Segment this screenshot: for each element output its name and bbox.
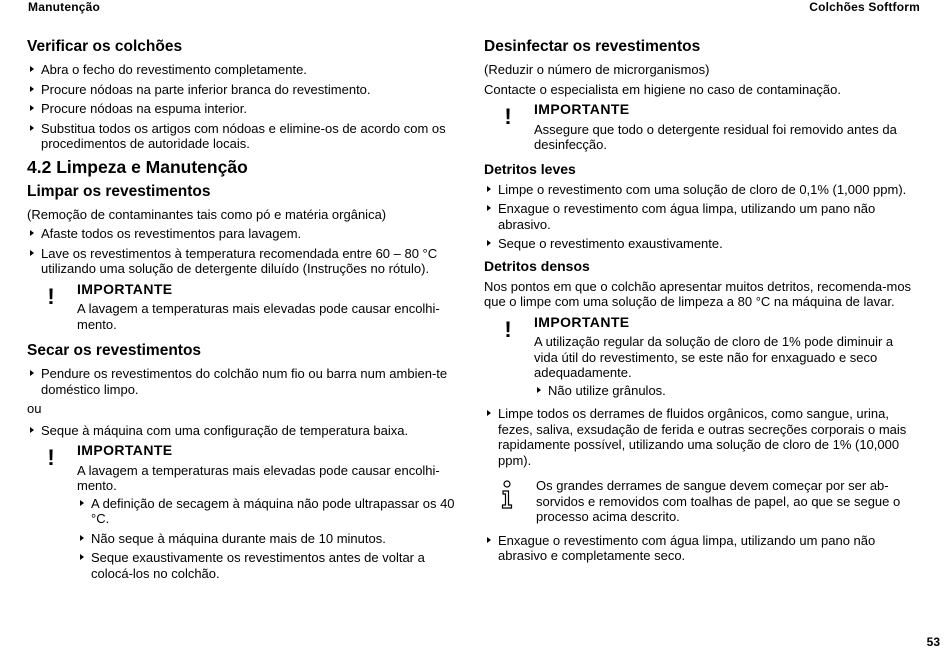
- important-note: [484, 102, 918, 153]
- right-column: [484, 38, 918, 568]
- dense-title: Detritos densos: [484, 257, 590, 274]
- left-column: [27, 38, 459, 589]
- dry-list-1: [27, 366, 459, 397]
- list-item: Seque à máquina com uma configuração de temperatura baixa.: [27, 423, 459, 439]
- list-item: Enxague o revestimento com água limpa, utilizando um pano não abrasivo.: [484, 201, 918, 232]
- clean-list: [27, 226, 459, 277]
- important-title: IMPORTANTE: [77, 280, 173, 297]
- header-right: Colchões Softform: [809, 0, 920, 14]
- warning-exclamation-icon: !: [47, 445, 55, 470]
- list-item: Pendure os revestimentos do colchão num fio ou barra num ambien-te doméstico limpo.: [27, 366, 459, 397]
- list-item: Seque o revestimento exaustivamente.: [484, 236, 918, 252]
- important-text: Assegure que todo o detergente residual foi removido antes da desinfecção.: [534, 121, 897, 152]
- important-note: [484, 315, 918, 399]
- important-text: A lavagem a temperaturas mais elevadas pode causar encolhi-mento.: [77, 301, 440, 332]
- verify-title: Verificar os colchões: [27, 38, 183, 55]
- list-item: Afaste todos os revestimentos para lavagem.: [27, 226, 459, 242]
- disinfect-title: Desinfectar os revestimentos: [484, 38, 701, 55]
- list-item: Seque exaustivamente os revestimentos antes de voltar a colocá-los no colchão.: [77, 550, 459, 581]
- info-text: Os grandes derrames de sangue devem começar por ser ab-sorvidos e removidos com toalhas de papel, ao que se segue o processo acima descrito.: [536, 478, 901, 524]
- list-item: Substitua todos os artigos com nódoas e elimine-os de acordo com os procedimentos de autoridade locais.: [27, 121, 459, 152]
- important-text: A utilização regular da solução de cloro de 1% pode diminuir a vida útil do revestimento, se este não for enxaguado e seco adequadamente.: [534, 334, 894, 380]
- list-item: Limpe o revestimento com uma solução de cloro de 0,1% (1,000 ppm).: [484, 182, 918, 198]
- list-item: Não utilize grânulos.: [534, 383, 918, 399]
- section-title: 4.2 Limpeza e Manutenção: [27, 156, 248, 177]
- verify-list: [27, 62, 459, 152]
- list-item: Lave os revestimentos à temperatura recomendada entre 60 – 80 °C utilizando uma solução de detergente diluído (Instruções no rótulo).: [27, 246, 459, 277]
- list-item: Abra o fecho do revestimento completamente.: [27, 62, 459, 78]
- clean-title: Limpar os revestimentos: [27, 182, 211, 200]
- info-note: [484, 478, 918, 525]
- fluids-list: [484, 406, 918, 468]
- dry-list-2: [27, 423, 459, 439]
- list-item: Procure nódoas na espuma interior.: [27, 101, 459, 117]
- disinfect-intro: (Reduzir o número de microrganismos): [484, 62, 710, 77]
- important-title: IMPORTANTE: [534, 101, 630, 117]
- warning-exclamation-icon: !: [504, 316, 512, 342]
- light-title: Detritos leves: [484, 160, 576, 177]
- list-item: Não seque à máquina durante mais de 10 minutos.: [77, 531, 459, 547]
- page-number: 53: [926, 635, 940, 649]
- important-title: IMPORTANTE: [77, 442, 173, 458]
- important-list: [534, 383, 918, 399]
- rinse-list: [484, 533, 918, 564]
- list-item: Limpe todos os derrames de fluidos orgânicos, como sangue, urina, fezes, saliva, exsudação de ferida e outras secreções corporais o mais rapidamente possível, utilizando uma solução de cloro de 1% (10,000 ppm).: [484, 406, 918, 468]
- list-item: Enxague o revestimento com água limpa, utilizando um pano não abrasivo e completamente seco.: [484, 533, 918, 564]
- important-list: [77, 496, 459, 582]
- important-note: [27, 443, 459, 581]
- important-title: IMPORTANTE: [534, 313, 630, 330]
- light-list: [484, 182, 918, 252]
- warning-exclamation-icon: !: [504, 104, 512, 129]
- warning-exclamation-icon: !: [47, 283, 55, 309]
- info-icon: [496, 480, 518, 510]
- clean-intro: (Remoção de contaminantes tais como pó e matéria orgânica): [27, 206, 387, 222]
- list-item: A definição de secagem à máquina não pode ultrapassar os 40 °C.: [77, 496, 459, 527]
- dry-title: Secar os revestimentos: [27, 342, 202, 359]
- header-left: Manutenção: [28, 0, 101, 14]
- list-item: Procure nódoas na parte inferior branca do revestimento.: [27, 82, 459, 98]
- disinfect-contact: Contacte o especialista em higiene no caso de contaminação.: [484, 81, 841, 97]
- dry-or: ou: [27, 401, 42, 416]
- important-note: [27, 282, 459, 333]
- important-text: A lavagem a temperaturas mais elevadas pode causar encolhi-mento.: [77, 462, 440, 493]
- dense-text: Nos pontos em que o colchão apresentar muitos detritos, recomenda-mos que o limpe com uma solução de limpeza a 80 °C na máquina de lavar.: [484, 278, 912, 309]
